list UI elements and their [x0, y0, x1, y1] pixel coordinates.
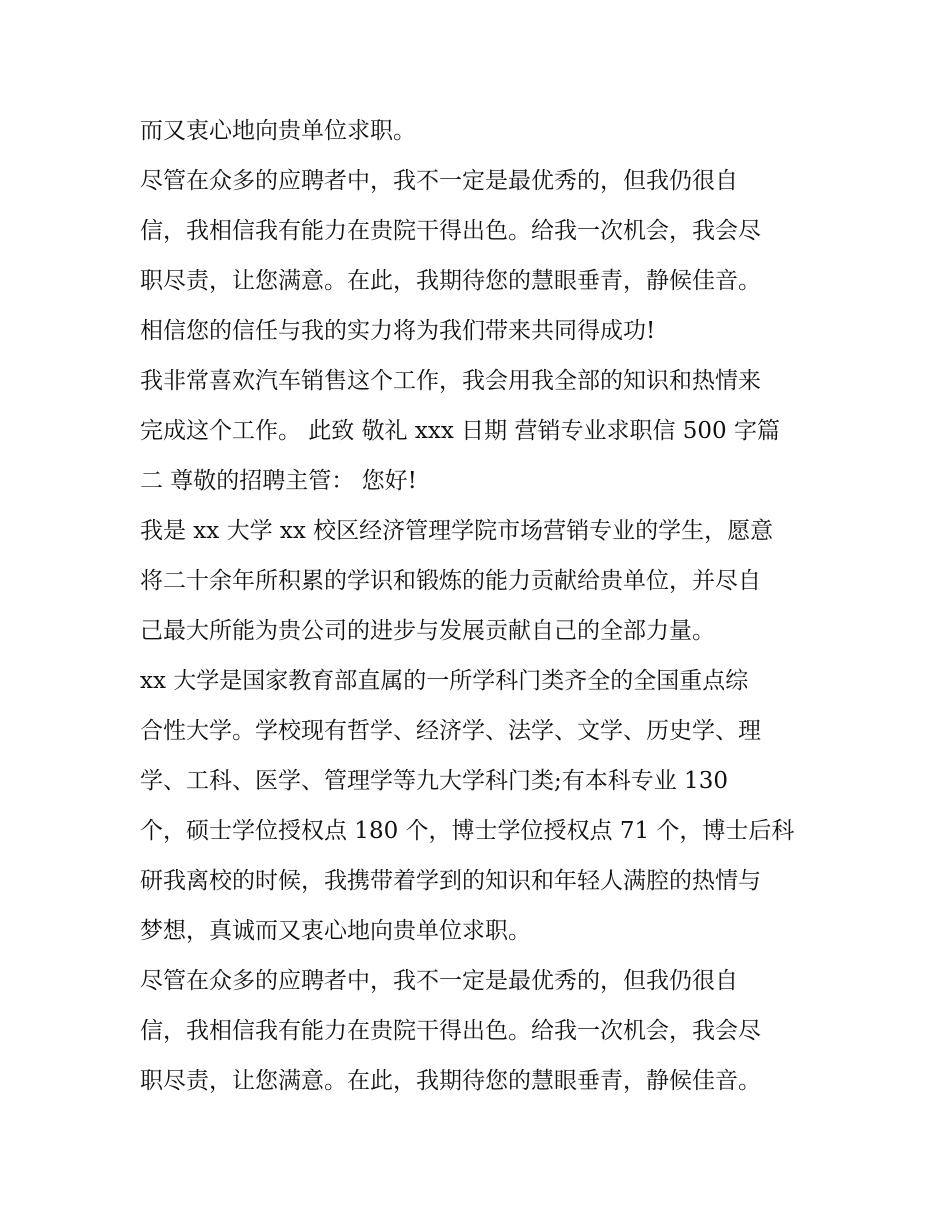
text-line: 我是 xx 大学 xx 校区经济管理学院市场营销专业的学生，愿意: [140, 518, 774, 544]
text-line: 而又衷心地向贵单位求职。: [140, 118, 416, 144]
text-line: 二 尊敬的招聘主管： 您好!: [140, 468, 417, 494]
text-line: 尽管在众多的应聘者中，我不一定是最优秀的，但我仍很自: [140, 168, 738, 194]
text-line: 职尽责，让您满意。在此，我期待您的慧眼垂青，静候佳音。: [140, 1068, 761, 1094]
text-line: 尽管在众多的应聘者中，我不一定是最优秀的，但我仍很自: [140, 968, 738, 994]
text-line: 完成这个工作。 此致 敬礼 xxx 日期 营销专业求职信 500 字篇: [140, 418, 780, 444]
text-line: xx 大学是国家教育部直属的一所学科门类齐全的全国重点综: [140, 668, 749, 694]
text-line: 学、工科、医学、管理学等九大学科门类;有本科专业 130: [140, 768, 728, 794]
text-line: 研我离校的时候，我携带着学到的知识和年轻人满腔的热情与: [140, 868, 761, 894]
text-line: 己最大所能为贵公司的进步与发展贡献自己的全部力量。: [140, 618, 715, 644]
text-line: 梦想，真诚而又衷心地向贵单位求职。: [140, 918, 531, 944]
text-line: 合性大学。学校现有哲学、经济学、法学、文学、历史学、理: [140, 718, 761, 744]
text-line: 将二十余年所积累的学识和锻炼的能力贡献给贵单位，并尽自: [140, 568, 761, 594]
text-line: 相信您的信任与我的实力将为我们带来共同得成功!: [140, 318, 656, 344]
text-line: 个，硕士学位授权点 180 个，博士学位授权点 71 个，博士后科: [140, 818, 795, 844]
text-line: 职尽责，让您满意。在此，我期待您的慧眼垂青，静候佳音。: [140, 268, 761, 294]
text-line: 信，我相信我有能力在贵院干得出色。给我一次机会，我会尽: [140, 218, 761, 244]
document-body: [140, 106, 820, 1106]
text-line: 信，我相信我有能力在贵院干得出色。给我一次机会，我会尽: [140, 1018, 761, 1044]
text-line: 我非常喜欢汽车销售这个工作，我会用我全部的知识和热情来: [140, 368, 761, 394]
